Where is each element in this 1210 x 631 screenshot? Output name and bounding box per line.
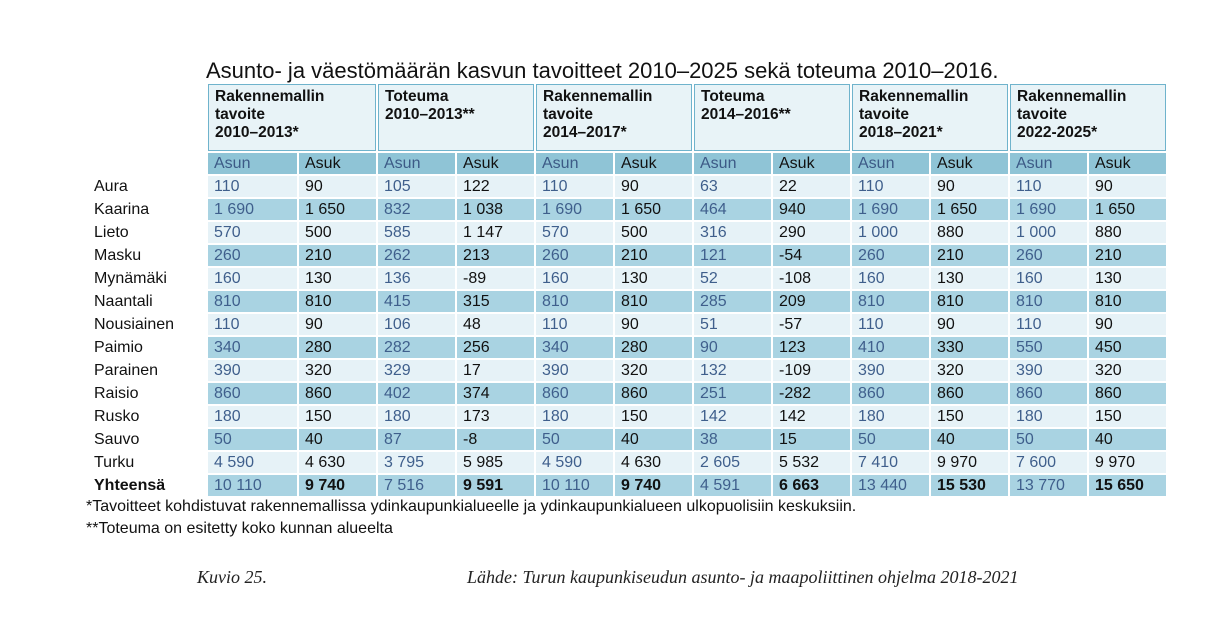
cell-asun: 1 690 xyxy=(852,199,929,220)
cell-asuk: 210 xyxy=(299,245,376,266)
cell-asuk: 15 530 xyxy=(931,475,1008,496)
cell-asuk: 5 985 xyxy=(457,452,534,473)
row-label: Kaarina xyxy=(88,199,206,220)
table-row xyxy=(88,245,1166,266)
cell-asuk: 40 xyxy=(931,429,1008,450)
table-row xyxy=(88,452,1166,473)
cell-asun: 52 xyxy=(694,268,771,289)
cell-asun: 285 xyxy=(694,291,771,312)
cell-asuk: 122 xyxy=(457,176,534,197)
subheader-asuk: Asuk xyxy=(615,153,692,174)
subheader-asuk: Asuk xyxy=(457,153,534,174)
row-label: Rusko xyxy=(88,406,206,427)
row-label: Aura xyxy=(88,176,206,197)
cell-asun: 585 xyxy=(378,222,455,243)
cell-asuk: 374 xyxy=(457,383,534,404)
subheader-asun: Asun xyxy=(1010,153,1087,174)
cell-asun: 110 xyxy=(1010,176,1087,197)
cell-asuk: -109 xyxy=(773,360,850,381)
table-row xyxy=(88,429,1166,450)
cell-asun: 7 410 xyxy=(852,452,929,473)
cell-asun: 51 xyxy=(694,314,771,335)
cell-asun: 1 000 xyxy=(852,222,929,243)
cell-asun: 10 110 xyxy=(208,475,297,496)
subheader-asuk: Asuk xyxy=(299,153,376,174)
row-label: Parainen xyxy=(88,360,206,381)
cell-asun: 38 xyxy=(694,429,771,450)
cell-asun: 7 600 xyxy=(1010,452,1087,473)
cell-asun: 860 xyxy=(208,383,297,404)
cell-asuk: 450 xyxy=(1089,337,1166,358)
cell-asuk: 130 xyxy=(615,268,692,289)
cell-asuk: 1 038 xyxy=(457,199,534,220)
cell-asuk: 256 xyxy=(457,337,534,358)
subheader-asun: Asun xyxy=(536,153,613,174)
cell-asun: 50 xyxy=(208,429,297,450)
cell-asuk: -8 xyxy=(457,429,534,450)
cell-asun: 110 xyxy=(208,176,297,197)
cell-asun: 1 000 xyxy=(1010,222,1087,243)
cell-asuk: 210 xyxy=(931,245,1008,266)
cell-asun: 262 xyxy=(378,245,455,266)
cell-asun: 260 xyxy=(208,245,297,266)
cell-asuk: 500 xyxy=(615,222,692,243)
cell-asuk: 90 xyxy=(615,176,692,197)
cell-asuk: 860 xyxy=(615,383,692,404)
cell-asuk: 90 xyxy=(615,314,692,335)
cell-asuk: 1 650 xyxy=(1089,199,1166,220)
cell-asuk: 1 650 xyxy=(931,199,1008,220)
cell-asun: 810 xyxy=(536,291,613,312)
cell-asun: 180 xyxy=(378,406,455,427)
cell-asuk: -54 xyxy=(773,245,850,266)
subheader-asuk: Asuk xyxy=(1089,153,1166,174)
cell-asuk: 40 xyxy=(299,429,376,450)
cell-asuk: 40 xyxy=(1089,429,1166,450)
cell-asuk: 320 xyxy=(1089,360,1166,381)
cell-asun: 329 xyxy=(378,360,455,381)
table-row xyxy=(88,222,1166,243)
cell-asun: 1 690 xyxy=(1010,199,1087,220)
cell-asun: 860 xyxy=(536,383,613,404)
cell-asuk: 860 xyxy=(1089,383,1166,404)
cell-asun: 106 xyxy=(378,314,455,335)
figure-title: Asunto- ja väestömäärän kasvun tavoitteet 2010–2025 sekä toteuma 2010–2016. xyxy=(206,58,999,83)
cell-asuk: 6 663 xyxy=(773,475,850,496)
cell-asuk: 9 970 xyxy=(1089,452,1166,473)
cell-asuk: 150 xyxy=(615,406,692,427)
cell-asuk: 17 xyxy=(457,360,534,381)
cell-asun: 3 795 xyxy=(378,452,455,473)
table-row xyxy=(88,291,1166,312)
subheader-asun: Asun xyxy=(694,153,771,174)
cell-asuk: 90 xyxy=(299,176,376,197)
cell-asun: 63 xyxy=(694,176,771,197)
table-row xyxy=(88,383,1166,404)
cell-asuk: -282 xyxy=(773,383,850,404)
cell-asun: 132 xyxy=(694,360,771,381)
table-row xyxy=(88,406,1166,427)
cell-asun: 50 xyxy=(536,429,613,450)
cell-asuk: 213 xyxy=(457,245,534,266)
row-label: Lieto xyxy=(88,222,206,243)
cell-asuk: 90 xyxy=(931,314,1008,335)
subheader-row xyxy=(88,153,1166,174)
cell-asuk: 860 xyxy=(299,383,376,404)
subheader-asuk: Asuk xyxy=(931,153,1008,174)
cell-asun: 340 xyxy=(208,337,297,358)
group-header: Rakennemallin tavoite 2022-2025* xyxy=(1010,84,1166,151)
subheader-asuk: Asuk xyxy=(773,153,850,174)
row-label: Sauvo xyxy=(88,429,206,450)
cell-asun: 160 xyxy=(852,268,929,289)
cell-asun: 1 690 xyxy=(208,199,297,220)
cell-asuk: 320 xyxy=(615,360,692,381)
cell-asun: 260 xyxy=(536,245,613,266)
group-header: Toteuma 2014–2016** xyxy=(694,84,850,151)
cell-asun: 860 xyxy=(852,383,929,404)
cell-asuk: 4 630 xyxy=(615,452,692,473)
cell-asuk: -89 xyxy=(457,268,534,289)
cell-asuk: 123 xyxy=(773,337,850,358)
cell-asun: 50 xyxy=(1010,429,1087,450)
cell-asun: 340 xyxy=(536,337,613,358)
cell-asuk: 280 xyxy=(615,337,692,358)
cell-asun: 316 xyxy=(694,222,771,243)
cell-asuk: 210 xyxy=(1089,245,1166,266)
group-header: Rakennemallin tavoite 2014–2017* xyxy=(536,84,692,151)
cell-asun: 180 xyxy=(536,406,613,427)
cell-asun: 390 xyxy=(852,360,929,381)
cell-asuk: 210 xyxy=(615,245,692,266)
cell-asun: 1 690 xyxy=(536,199,613,220)
cell-asun: 832 xyxy=(378,199,455,220)
cell-asuk: 9 740 xyxy=(615,475,692,496)
cell-asuk: 90 xyxy=(299,314,376,335)
cell-asun: 410 xyxy=(852,337,929,358)
cell-asun: 7 516 xyxy=(378,475,455,496)
cell-asuk: 173 xyxy=(457,406,534,427)
cell-asuk: 315 xyxy=(457,291,534,312)
cell-asuk: 9 740 xyxy=(299,475,376,496)
row-label: Yhteensä xyxy=(88,475,206,496)
cell-asun: 810 xyxy=(208,291,297,312)
cell-asuk: 9 970 xyxy=(931,452,1008,473)
row-label: Turku xyxy=(88,452,206,473)
cell-asun: 415 xyxy=(378,291,455,312)
cell-asuk: 22 xyxy=(773,176,850,197)
cell-asuk: 320 xyxy=(299,360,376,381)
figure-number: Kuvio 25. xyxy=(197,567,267,587)
cell-asun: 50 xyxy=(852,429,929,450)
cell-asuk: 940 xyxy=(773,199,850,220)
cell-asun: 180 xyxy=(1010,406,1087,427)
cell-asuk: 142 xyxy=(773,406,850,427)
cell-asuk: 40 xyxy=(615,429,692,450)
cell-asun: 121 xyxy=(694,245,771,266)
cell-asuk: 810 xyxy=(931,291,1008,312)
row-label: Masku xyxy=(88,245,206,266)
cell-asuk: -108 xyxy=(773,268,850,289)
group-header-row xyxy=(88,84,1166,151)
subheader-asun: Asun xyxy=(208,153,297,174)
cell-asun: 4 590 xyxy=(208,452,297,473)
cell-asuk: 810 xyxy=(299,291,376,312)
cell-asuk: 90 xyxy=(1089,176,1166,197)
cell-asun: 110 xyxy=(1010,314,1087,335)
data-table xyxy=(86,82,1168,498)
cell-asun: 282 xyxy=(378,337,455,358)
cell-asuk: 880 xyxy=(1089,222,1166,243)
cell-asun: 251 xyxy=(694,383,771,404)
cell-asuk: 1 650 xyxy=(615,199,692,220)
cell-asuk: 500 xyxy=(299,222,376,243)
row-label: Mynämäki xyxy=(88,268,206,289)
cell-asun: 402 xyxy=(378,383,455,404)
cell-asun: 10 110 xyxy=(536,475,613,496)
cell-asun: 87 xyxy=(378,429,455,450)
cell-asuk: 150 xyxy=(299,406,376,427)
cell-asuk: 9 591 xyxy=(457,475,534,496)
cell-asun: 160 xyxy=(536,268,613,289)
cell-asun: 810 xyxy=(1010,291,1087,312)
cell-asuk: 15 xyxy=(773,429,850,450)
corner-cell xyxy=(88,153,206,174)
cell-asuk: 880 xyxy=(931,222,1008,243)
cell-asun: 570 xyxy=(536,222,613,243)
cell-asuk: 4 630 xyxy=(299,452,376,473)
group-header: Rakennemallin tavoite 2018–2021* xyxy=(852,84,1008,151)
cell-asuk: 330 xyxy=(931,337,1008,358)
table-row xyxy=(88,268,1166,289)
cell-asuk: 810 xyxy=(615,291,692,312)
cell-asuk: 48 xyxy=(457,314,534,335)
cell-asun: 4 591 xyxy=(694,475,771,496)
table-row xyxy=(88,337,1166,358)
cell-asun: 105 xyxy=(378,176,455,197)
cell-asuk: 320 xyxy=(931,360,1008,381)
cell-asun: 260 xyxy=(852,245,929,266)
row-label: Paimio xyxy=(88,337,206,358)
cell-asun: 110 xyxy=(536,176,613,197)
cell-asuk: 860 xyxy=(931,383,1008,404)
source-note: Lähde: Turun kaupunkiseudun asunto- ja maapoliittinen ohjelma 2018-2021 xyxy=(467,567,1019,587)
cell-asuk: 209 xyxy=(773,291,850,312)
row-label: Raisio xyxy=(88,383,206,404)
table-row xyxy=(88,360,1166,381)
cell-asun: 142 xyxy=(694,406,771,427)
cell-asun: 136 xyxy=(378,268,455,289)
cell-asuk: 1 147 xyxy=(457,222,534,243)
table-row xyxy=(88,199,1166,220)
cell-asun: 180 xyxy=(208,406,297,427)
cell-asuk: 150 xyxy=(931,406,1008,427)
table-row xyxy=(88,176,1166,197)
cell-asun: 110 xyxy=(852,176,929,197)
corner-cell xyxy=(88,84,206,151)
footnote-2: **Toteuma on esitetty koko kunnan alueelta xyxy=(86,520,393,537)
cell-asun: 390 xyxy=(536,360,613,381)
cell-asun: 550 xyxy=(1010,337,1087,358)
cell-asun: 160 xyxy=(208,268,297,289)
subheader-asun: Asun xyxy=(378,153,455,174)
cell-asuk: 280 xyxy=(299,337,376,358)
cell-asuk: 15 650 xyxy=(1089,475,1166,496)
cell-asun: 860 xyxy=(1010,383,1087,404)
group-header: Rakennemallin tavoite 2010–2013* xyxy=(208,84,376,151)
cell-asun: 180 xyxy=(852,406,929,427)
cell-asun: 4 590 xyxy=(536,452,613,473)
group-header: Toteuma 2010–2013** xyxy=(378,84,534,151)
cell-asun: 2 605 xyxy=(694,452,771,473)
cell-asun: 260 xyxy=(1010,245,1087,266)
cell-asuk: 130 xyxy=(299,268,376,289)
row-label: Nousiainen xyxy=(88,314,206,335)
cell-asuk: 130 xyxy=(931,268,1008,289)
cell-asun: 13 770 xyxy=(1010,475,1087,496)
table-row xyxy=(88,314,1166,335)
cell-asuk: 90 xyxy=(931,176,1008,197)
cell-asun: 110 xyxy=(208,314,297,335)
cell-asun: 110 xyxy=(536,314,613,335)
cell-asuk: 5 532 xyxy=(773,452,850,473)
cell-asuk: 90 xyxy=(1089,314,1166,335)
cell-asun: 13 440 xyxy=(852,475,929,496)
cell-asuk: 130 xyxy=(1089,268,1166,289)
cell-asuk: -57 xyxy=(773,314,850,335)
subheader-asun: Asun xyxy=(852,153,929,174)
cell-asun: 110 xyxy=(852,314,929,335)
cell-asun: 160 xyxy=(1010,268,1087,289)
cell-asun: 810 xyxy=(852,291,929,312)
total-row xyxy=(88,475,1166,496)
cell-asuk: 810 xyxy=(1089,291,1166,312)
cell-asuk: 290 xyxy=(773,222,850,243)
footnote-1: *Tavoitteet kohdistuvat rakennemallissa ydinkaupunkialueelle ja ydinkaupunkialueen ulkopuolisiin keskuksiin. xyxy=(86,498,857,515)
cell-asun: 390 xyxy=(208,360,297,381)
cell-asun: 464 xyxy=(694,199,771,220)
cell-asun: 90 xyxy=(694,337,771,358)
cell-asun: 570 xyxy=(208,222,297,243)
row-label: Naantali xyxy=(88,291,206,312)
cell-asuk: 1 650 xyxy=(299,199,376,220)
cell-asun: 390 xyxy=(1010,360,1087,381)
cell-asuk: 150 xyxy=(1089,406,1166,427)
